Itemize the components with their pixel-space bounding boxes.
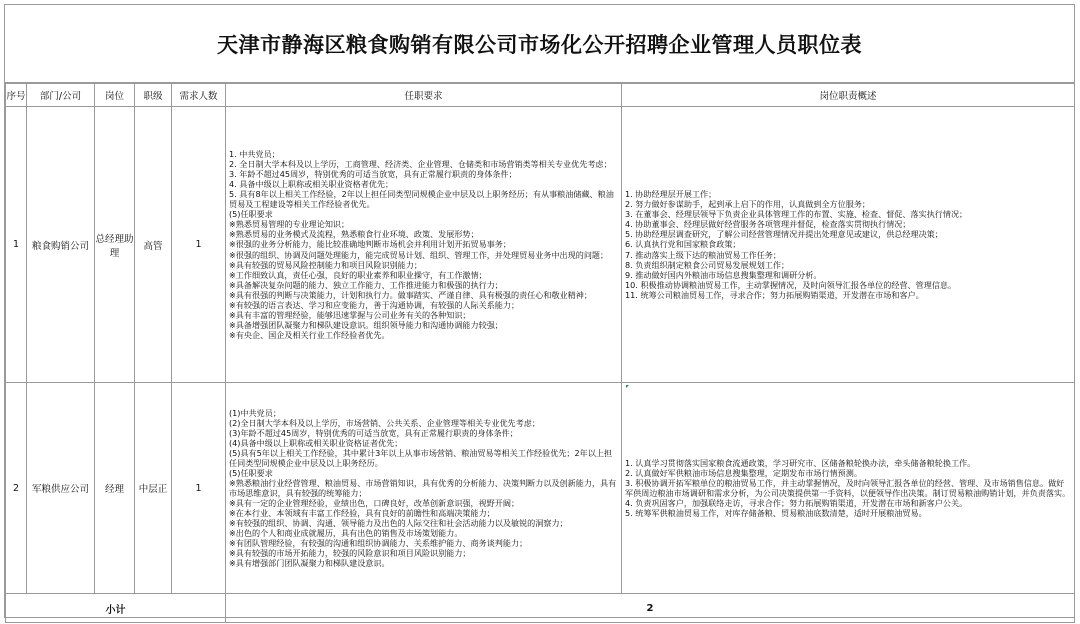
row-level: 中层正 <box>135 383 172 594</box>
title-bar <box>5 5 1074 83</box>
requirement-line: (1)中共党员； <box>229 407 281 418</box>
requirement-line: (5)任职要求 <box>229 467 273 478</box>
requirement-line: (3)年龄不超过45周岁，特别优秀的可适当放宽，具有正常履行职责的身体条件； <box>229 427 518 438</box>
requirement-line: 4. 具备中级以上职称或相关职业资格者优先； <box>229 179 394 190</box>
requirement-line: ※有团队管理经验，有较强的沟通和组织协调能力、关系维护能力、商务谈判能力； <box>229 538 528 549</box>
row-no: 1 <box>6 107 27 383</box>
requirement-line: (5)任职要求 <box>229 209 273 220</box>
requirement-line: ※具备解决复杂问题的能力、独立工作能力、工作推进能力和极强的执行力； <box>229 279 503 290</box>
row-no: 2 <box>6 383 27 594</box>
requirement-line: ※具有较强的市场开拓能力，较强的风险意识和项目风险识别能力； <box>229 548 471 559</box>
positions-table <box>5 83 1075 623</box>
duty-line: 1. 认真学习贯彻落实国家粮食流通政策，学习研究市、区储备粮轮换办法，牵头储备粮轮换工作。 <box>625 457 976 468</box>
requirement-line: 1. 中共党员； <box>229 149 280 160</box>
requirement-line: ※具有一定的企业管理经验，业绩出色，口碑良好，改革创新意识强，视野开阔； <box>229 498 520 509</box>
row-duties <box>622 383 1075 594</box>
requirement-line: ※具有较强的贸易风险控制能力和项目风险识别能力； <box>229 259 422 270</box>
row-dept: 粮食购销公司 <box>27 107 95 383</box>
requirement-line: (2)全日制大学本科及以上学历，市场营销、公共关系、企业管理等相关专业优先考虑； <box>229 417 540 428</box>
requirement-line: ※有较强的组织、协调、沟通、领导能力及出色的人际交往和社会活动能力以及敏锐的洞察力； <box>229 518 568 529</box>
requirement-line: ※工作细致认真，责任心强，良好的职业素养和职业操守，有工作激情； <box>229 269 487 280</box>
header-duties: 岗位职责概述 <box>622 84 1075 107</box>
requirement-line: ※熟悉贸易管理的专业理论知识； <box>229 219 350 230</box>
header-no: 序号 <box>6 84 27 107</box>
requirement-line: ※熟悉贸易的业务模式及流程，熟悉粮食行业环境、政策、发展形势； <box>229 229 479 240</box>
duty-line: 5. 统筹军供粮油贸易工作，对库存储备粮、贸易粮油底数清楚，适时开展粮油贸易。 <box>625 508 927 519</box>
duty-line: 1. 协助经理层开展工作； <box>625 189 717 200</box>
requirement-line: ※很强的组织、协调及问题处理能力，能完成贸易计划、组织、管理工作，并处理贸易业务中出现的问题； <box>229 249 609 260</box>
cell-comment-marker <box>626 385 629 388</box>
requirement-line: ※有较强的语言表达、学习和应变能力，善于沟通协调，有较强的人际关系能力； <box>229 299 520 310</box>
requirement-line: ※具有增强部门团队凝聚力和梯队建设意识。 <box>229 558 390 569</box>
requirement-line: 2. 全日制大学本科及以上学历，工商管理、经济类、企业管理、仓储类和市场营销类等相关专业优先考虑； <box>229 159 612 170</box>
header-row <box>6 84 1075 107</box>
row-level: 高管 <box>135 107 172 383</box>
duty-line: 6. 认真执行党和国家粮食政策； <box>625 239 741 250</box>
requirement-line: ※很强的业务分析能力，能比较准确地判断市场机会并利用计划开拓贸易事务； <box>229 239 511 250</box>
job-table-sheet <box>4 4 1075 618</box>
duty-line: 4. 协助董事会、经理层做好经营服务各项管理并督促，检查落实贯彻执行情况； <box>625 219 911 230</box>
row-duties <box>622 107 1075 383</box>
requirement-line: ※在本行业、本领域有丰富工作经验，具有良好的前瞻性和高端决策能力； <box>229 508 495 519</box>
requirement-line: ※熟悉粮油行业经营管理、粮油贸易、市场营销知识，具有优秀的分析能力、决策判断力以及创新能力，具有市场思维意识，具有较强的统筹能力； <box>229 477 617 498</box>
header-level: 职级 <box>135 84 172 107</box>
duty-line: 7. 推动落实上级下达的粮油贸易工作任务； <box>625 249 781 260</box>
row-count: 1 <box>172 383 226 594</box>
requirement-line: 5. 具有8年以上相关工作经验，2年以上担任同类型同规模企业中层及以上职务经历；有从事粮油储藏、粮油贸易及工程建设等相关工作经验者优先。 <box>229 189 614 210</box>
requirement-line: (4)具备中级以上职称或相关职业资格证者优先； <box>229 437 403 448</box>
requirement-line: ※具备增强团队凝聚力和梯队建设意识。组织领导能力和沟通协调能力较强； <box>229 319 503 330</box>
requirement-line: (5)具有5年以上相关工作经验，其中累计3年以上从事市场营销、粮油贸易等相关工作经验优先；2年以上担任同类型同规模企业中层及以上职务经历。 <box>229 447 613 468</box>
row-requirements <box>226 383 622 594</box>
row-post: 经理 <box>95 383 135 594</box>
subtotal-label: 小计 <box>6 594 226 623</box>
page-title: 天津市静海区粮食购销有限公司市场化公开招聘企业管理人员职位表 <box>217 31 862 57</box>
requirement-line: ※具有丰富的管理经验，能够迅速掌握与公司业务有关的各种知识； <box>229 309 471 320</box>
header-count: 需求人数 <box>172 84 226 107</box>
duty-line: 11. 统筹公司粮油贸易工作，寻求合作；努力拓展购销渠道，开发潜在市场和客户。 <box>625 289 924 300</box>
duty-line: 10. 积极推动协调粮油贸易工作，主动掌握情况，及时向领导汇报各单位的经营、管理信息。 <box>625 279 957 290</box>
row-requirements <box>226 107 622 383</box>
subtotal-row <box>6 594 1075 623</box>
table-row <box>6 383 1075 594</box>
row-dept: 军粮供应公司 <box>27 383 95 594</box>
duty-line: 2. 认真做好军供粮油市场信息搜集整理，定期发布市场行情预测。 <box>625 467 862 478</box>
duty-line: 4. 负责巩固客户，加强联络走访，寻求合作；努力拓展购销渠道，开发潜在市场和新客户公关。 <box>625 498 968 509</box>
duty-line: 2. 努力做好参谋助手，起到承上启下的作用，认真做到全方位服务； <box>625 199 871 210</box>
header-requirements: 任职要求 <box>226 84 622 107</box>
duty-line: 5. 协助经理层调查研究，了解公司经营管理情况并提出处理意见或建议，供总经理决策； <box>625 229 943 240</box>
requirement-line: ※有央企、国企及相关行业工作经验者优先。 <box>229 329 390 340</box>
requirement-line: ※出色的个人和商业成就履历，具有出色的销售及市场策划能力。 <box>229 528 463 539</box>
duty-line: 3. 在董事会、经理层领导下负责企业具体管理工作的布置、实施、检查、督促、落实执行情况； <box>625 209 968 220</box>
duty-line: 9. 推动做好国内外粮油市场信息搜集整理和调研分析。 <box>625 269 822 280</box>
row-count: 1 <box>172 107 226 383</box>
table-row <box>6 107 1075 383</box>
subtotal-value: 2 <box>226 594 1075 623</box>
requirement-line: ※具有很强的判断与决策能力，计划和执行力。做事踏实、严谨自律、具有极强的责任心和敬业精神； <box>229 289 592 300</box>
header-post: 岗位 <box>95 84 135 107</box>
duty-line: 3. 积极协调开拓军粮单位的粮油贸易工作，并主动掌握情况，及时向领导汇报各单位的经营、管理、及市场销售信息。做好军供周边粮油市场调研和需求分析，为公司决策提供第一手资料，以便领导作出决策。制订贸易粮油购销计划，并负责落实。 <box>625 477 1071 498</box>
duty-line: 8. 负责组织制定粮食公司贸易发展规划工作； <box>625 259 790 270</box>
header-dept: 部门/公司 <box>27 84 95 107</box>
row-post: 总经理助理 <box>95 107 135 383</box>
requirement-line: 3. 年龄不超过45周岁，特别优秀的可适当放宽，具有正常履行职责的身体条件； <box>229 169 517 180</box>
